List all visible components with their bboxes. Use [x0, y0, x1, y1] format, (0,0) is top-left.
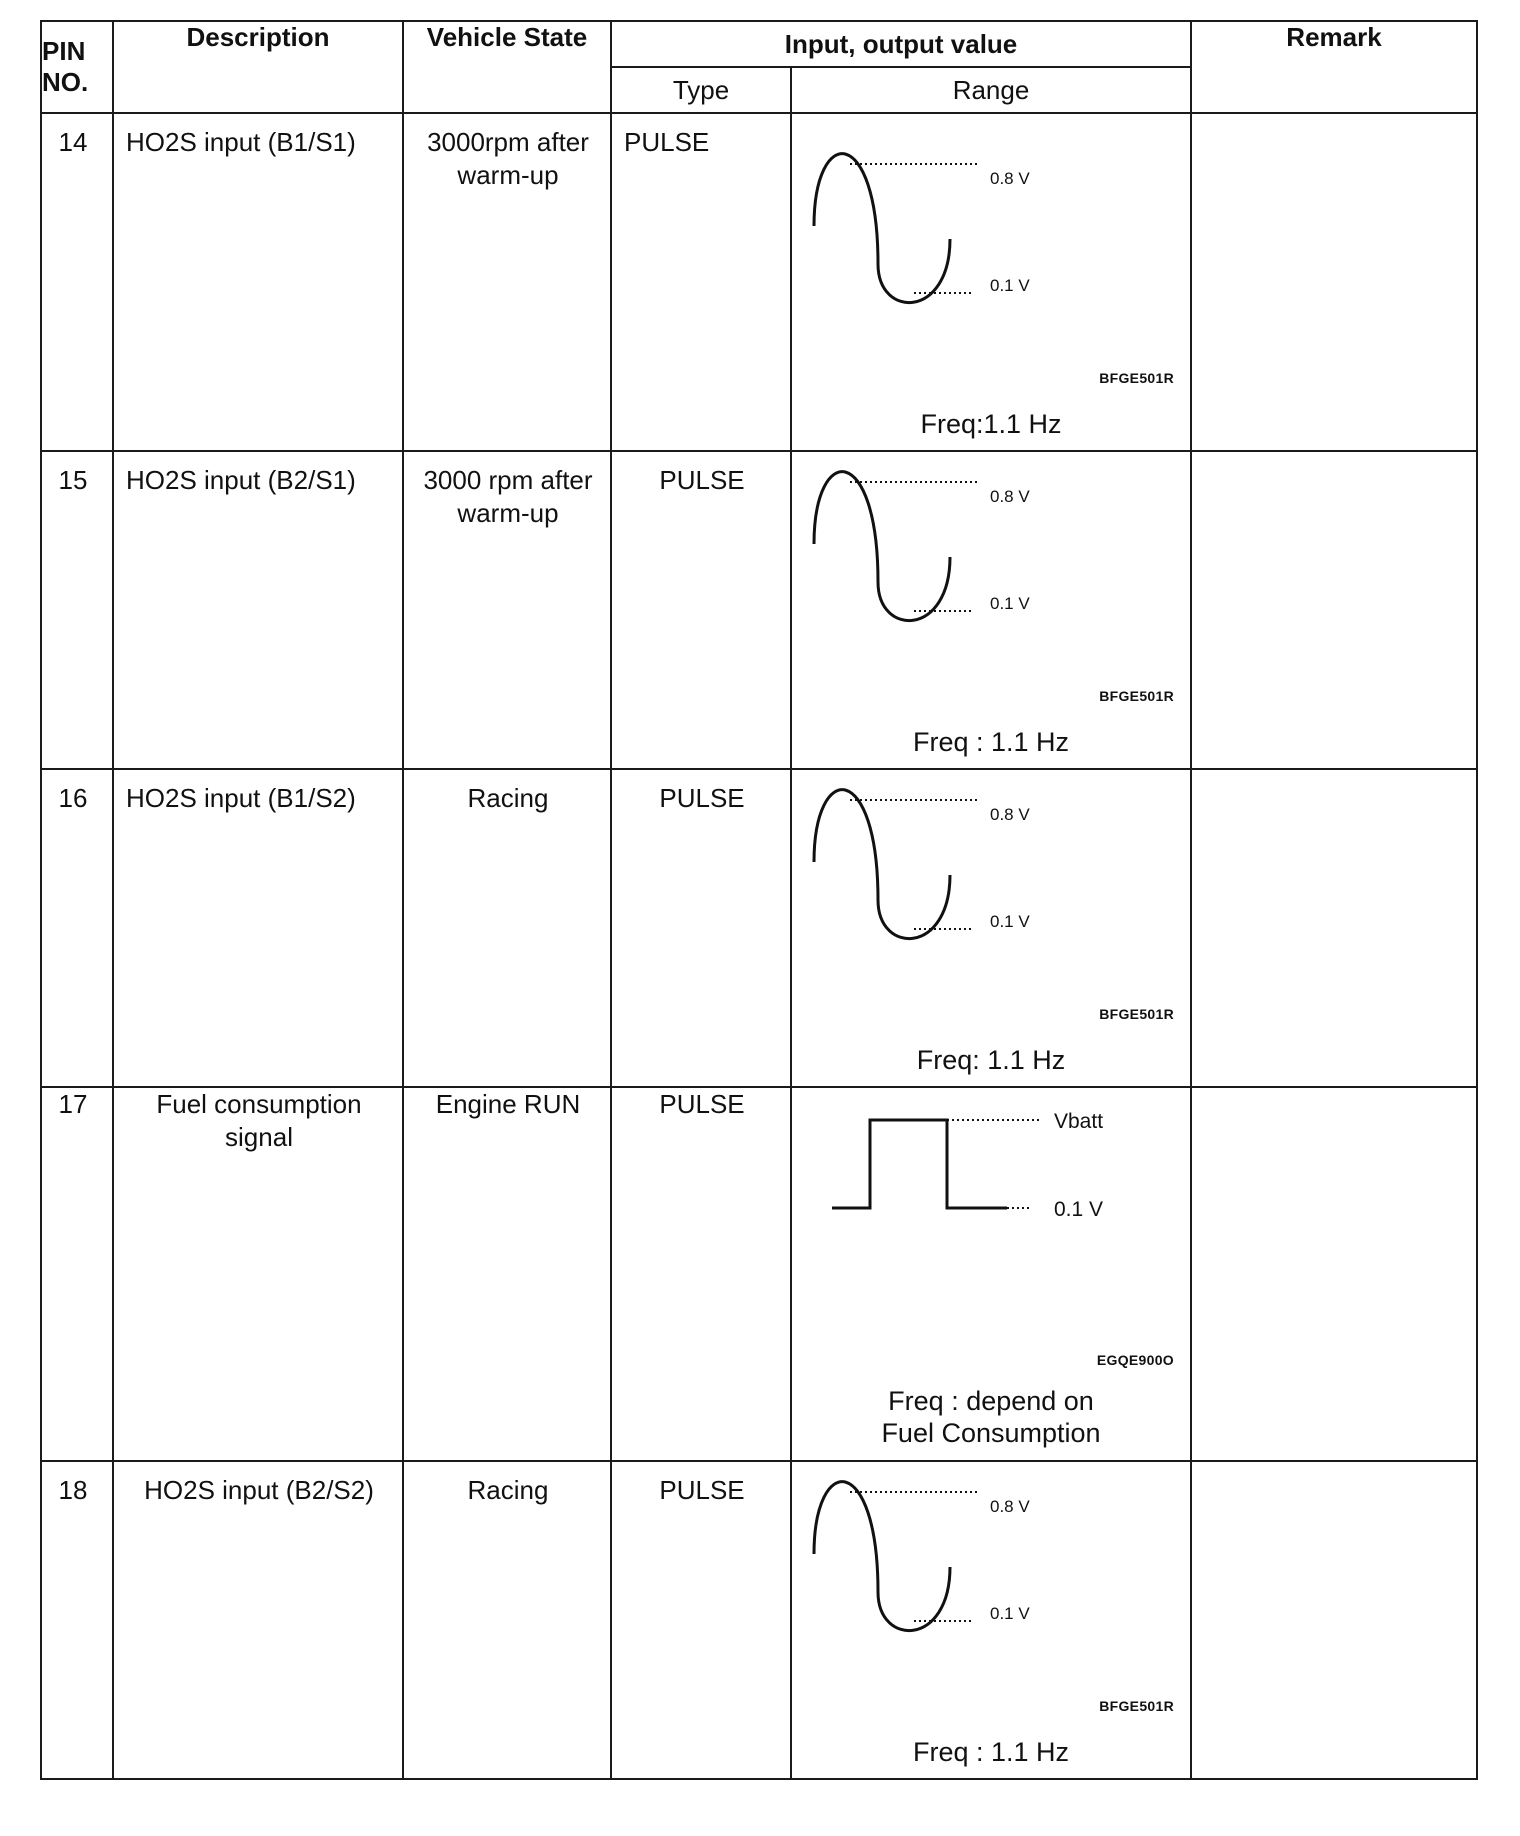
frequency-text-line1: Freq : depend on [888, 1386, 1094, 1416]
figure-code: BFGE501R [1099, 370, 1174, 386]
remark-cell [1191, 1461, 1477, 1779]
sine-waveform [792, 114, 1192, 450]
pin-number: 14 [58, 127, 88, 157]
header-remark: Remark [1191, 21, 1477, 113]
sine-waveform [792, 770, 1192, 1086]
signal-type: PULSE [659, 465, 745, 495]
vehicle-state: Engine RUN [435, 1089, 581, 1119]
header-io-value: Input, output value [611, 21, 1191, 67]
header-pin-no: PIN NO. [41, 21, 113, 113]
high-voltage-label: Vbatt [1054, 1110, 1104, 1133]
pin-number: 15 [58, 465, 88, 495]
table-row [41, 113, 1477, 451]
remark-cell [1191, 1087, 1477, 1461]
high-voltage-label: 0.8 V [990, 805, 1030, 824]
pin-description: HO2S input (B1/S1) [126, 127, 356, 157]
header-range: Range [791, 67, 1191, 113]
figure-code: BFGE501R [1099, 688, 1174, 704]
range-cell [791, 1461, 1191, 1779]
sine-waveform [792, 1462, 1192, 1778]
pin-number: 16 [58, 783, 88, 813]
pin-description: HO2S input (B2/S1) [126, 465, 356, 495]
pin-number: 17 [58, 1089, 88, 1119]
range-cell [791, 451, 1191, 769]
pin-description: Fuel consumption signal [156, 1089, 362, 1152]
range-cell [791, 113, 1191, 451]
frequency-text: Freq : 1.1 Hz [912, 1737, 1070, 1767]
remark-cell [1191, 451, 1477, 769]
remark-cell [1191, 769, 1477, 1087]
pin-number: 18 [58, 1475, 88, 1505]
frequency-text-line2: Fuel Consumption [881, 1418, 1101, 1448]
header-type: Type [611, 67, 791, 113]
table-row [41, 769, 1477, 1087]
low-voltage-label: 0.1 V [990, 594, 1030, 613]
header-description: Description [113, 21, 403, 113]
signal-type: PULSE [659, 1475, 745, 1505]
pin-table [40, 20, 1478, 1780]
signal-type: PULSE [624, 127, 710, 157]
vehicle-state: 3000rpm after warm-up [427, 127, 589, 190]
high-voltage-label: 0.8 V [990, 487, 1030, 506]
figure-code: EGQE900O [1096, 1352, 1174, 1368]
table-row [41, 1461, 1477, 1779]
table-row [41, 451, 1477, 769]
low-voltage-label: 0.1 V [990, 912, 1030, 931]
figure-code: BFGE501R [1099, 1698, 1174, 1714]
frequency-text: Freq : 1.1 Hz [912, 727, 1070, 757]
pin-description: HO2S input (B2/S2) [144, 1475, 374, 1505]
vehicle-state: Racing [467, 1475, 549, 1505]
low-voltage-label: 0.1 V [990, 276, 1030, 295]
pin-description: HO2S input (B1/S2) [126, 783, 356, 813]
signal-type: PULSE [659, 783, 745, 813]
header-vehicle-state: Vehicle State [403, 21, 611, 113]
remark-cell [1191, 113, 1477, 451]
high-voltage-label: 0.8 V [990, 1497, 1030, 1516]
low-voltage-label: 0.1 V [990, 1604, 1030, 1623]
figure-code: BFGE501R [1099, 1006, 1174, 1022]
vehicle-state: Racing [467, 783, 549, 813]
range-cell [791, 1087, 1191, 1461]
table-row [41, 1087, 1477, 1461]
high-voltage-label: 0.8 V [990, 169, 1030, 188]
low-voltage-label: 0.1 V [1054, 1198, 1104, 1221]
range-cell [791, 769, 1191, 1087]
signal-type: PULSE [659, 1089, 745, 1119]
frequency-text: Freq: 1.1 Hz [916, 1045, 1066, 1075]
frequency-text: Freq:1.1 Hz [920, 409, 1062, 439]
sine-waveform [792, 452, 1192, 768]
vehicle-state: 3000 rpm after warm-up [423, 465, 593, 528]
